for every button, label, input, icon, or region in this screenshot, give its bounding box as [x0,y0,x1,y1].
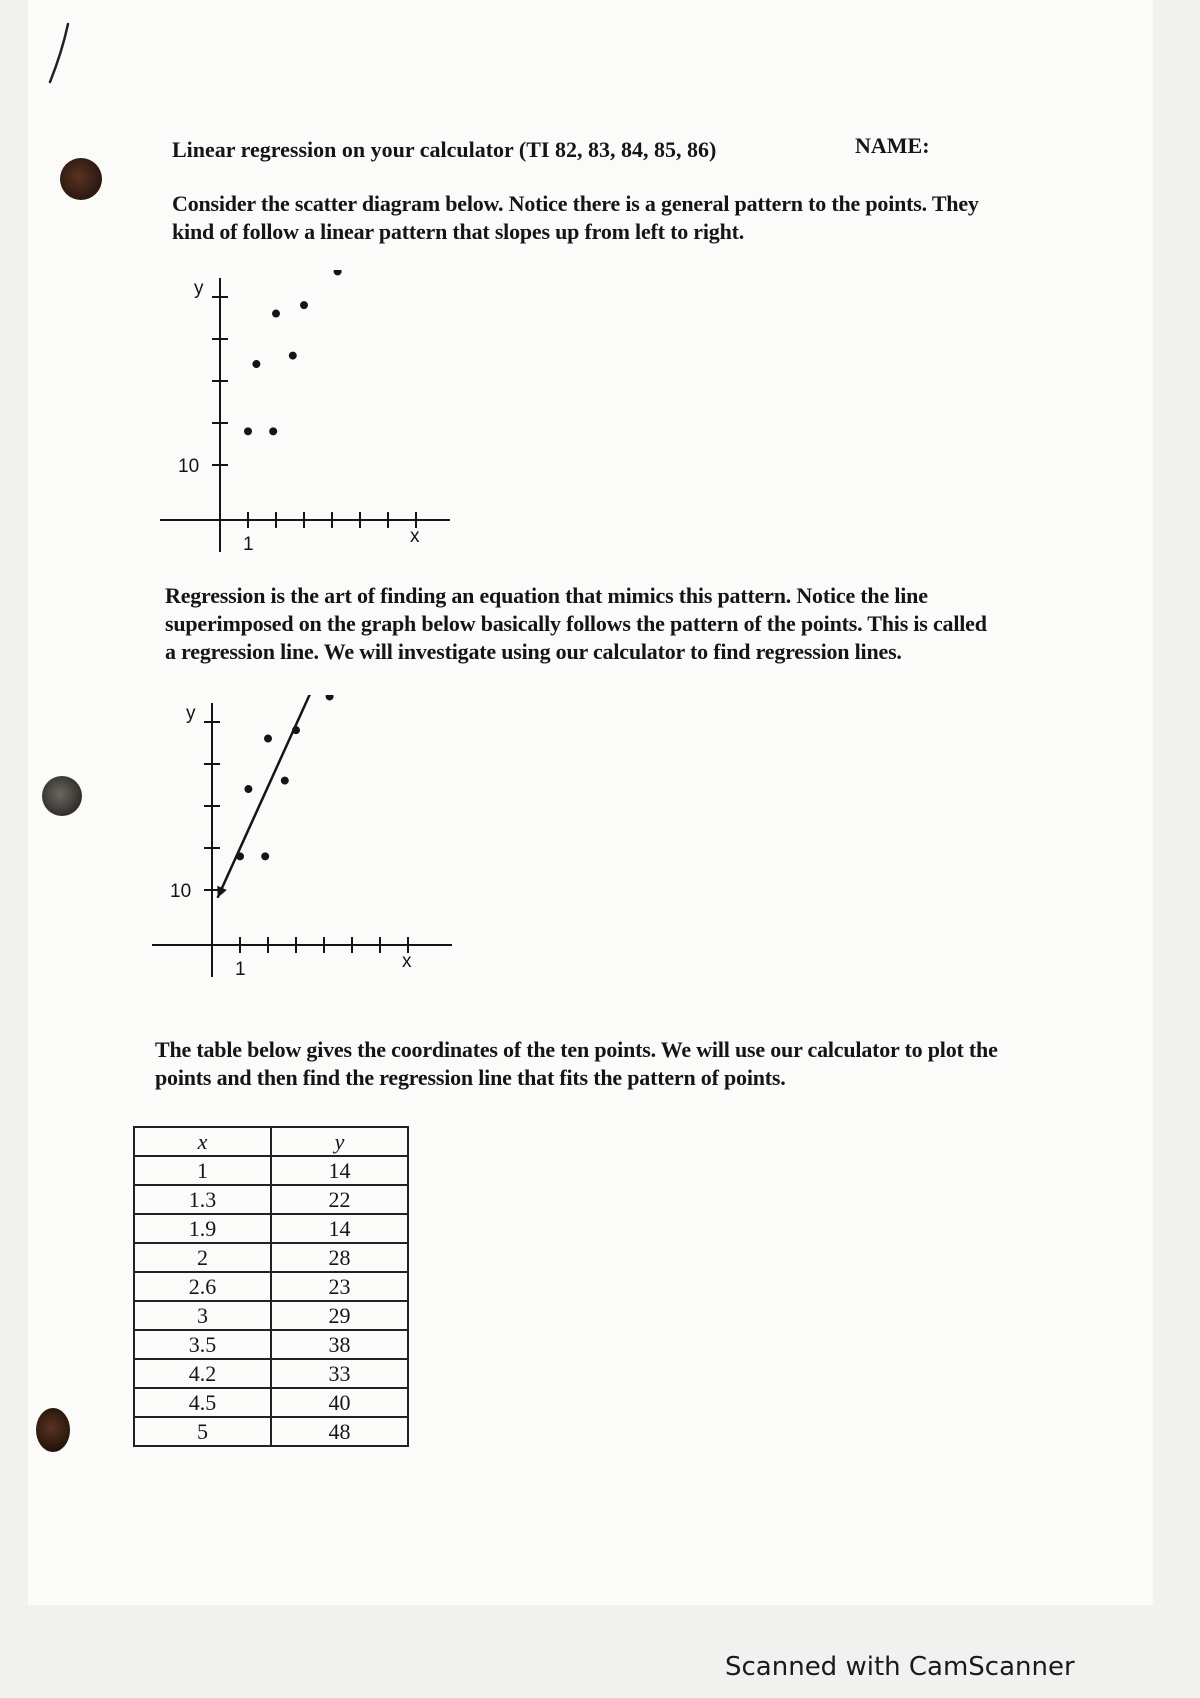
scatter-diagram [160,270,460,560]
data-point [244,427,252,435]
regression-line [218,695,417,898]
x-tick-label: 1 [243,534,254,555]
x-value-cell: 2 [134,1243,271,1272]
y-value-cell: 28 [271,1243,408,1272]
y-column-header: y [271,1127,408,1156]
table-row [134,1272,408,1301]
data-point [236,852,244,860]
x-value-cell: 2.6 [134,1272,271,1301]
intro-paragraph: Consider the scatter diagram below. Notice there is a general pattern to the points. They kind of follow a linear pattern that slopes up from left to right. [172,191,979,244]
x-value-cell: 1.9 [134,1214,271,1243]
x-value-cell: 5 [134,1417,271,1446]
name-label: NAME: [855,133,930,158]
data-point [326,695,334,700]
x-value-cell: 1.3 [134,1185,271,1214]
table-row [134,1330,408,1359]
data-point [300,301,308,309]
table-row [134,1388,408,1417]
y-value-cell: 38 [271,1330,408,1359]
data-point [244,785,252,793]
regression-diagram [152,695,462,985]
y-value-cell: 48 [271,1417,408,1446]
table-row [134,1417,408,1446]
y-axis-label: y [186,703,196,724]
table-row [134,1214,408,1243]
data-point [292,726,300,734]
x-value-cell: 4.2 [134,1359,271,1388]
table-row [134,1359,408,1388]
data-point [334,270,342,275]
data-point [264,735,272,743]
coordinates-table [133,1126,409,1447]
binder-hole-bottom [36,1408,70,1452]
regression-paragraph: Regression is the art of finding an equation that mimics this pattern. Notice the line superimposed on the graph below basically follows the pattern of the points. This is called a regression line. We will investigate using our calculator to find regression lines. [165,583,987,664]
pencil-mark [40,18,80,88]
data-point [252,360,260,368]
binder-hole-top [60,158,102,200]
x-column-header: x [134,1127,271,1156]
data-point [289,352,297,360]
y-value-cell: 14 [271,1214,408,1243]
y-value-cell: 40 [271,1388,408,1417]
y-value-cell: 29 [271,1301,408,1330]
y-value-cell: 22 [271,1185,408,1214]
x-value-cell: 3 [134,1301,271,1330]
x-value-cell: 1 [134,1156,271,1185]
data-point [269,427,277,435]
x-value-cell: 3.5 [134,1330,271,1359]
y-value-cell: 33 [271,1359,408,1388]
x-value-cell: 4.5 [134,1388,271,1417]
table-row [134,1156,408,1185]
table-row [134,1243,408,1272]
x-axis-label: x [402,951,412,972]
y-axis-label: y [194,278,204,299]
scanner-watermark: Scanned with CamScanner [725,1652,1075,1682]
data-point [261,852,269,860]
y-tick-label: 10 [170,881,192,902]
binder-hole-middle [42,776,82,816]
table-header-row [134,1127,408,1156]
y-value-cell: 14 [271,1156,408,1185]
x-axis-label: x [410,526,420,547]
y-tick-label: 10 [178,456,200,477]
data-point [272,310,280,318]
table-row [134,1185,408,1214]
page-title: Linear regression on your calculator (TI 82, 83, 84, 85, 86) [172,137,717,162]
x-tick-label: 1 [235,959,246,980]
data-point [281,777,289,785]
table-intro-paragraph: The table below gives the coordinates of the ten points. We will use our calculator to plot the points and then find the regression line that fits the pattern of points. [155,1037,998,1090]
y-value-cell: 23 [271,1272,408,1301]
table-row [134,1301,408,1330]
